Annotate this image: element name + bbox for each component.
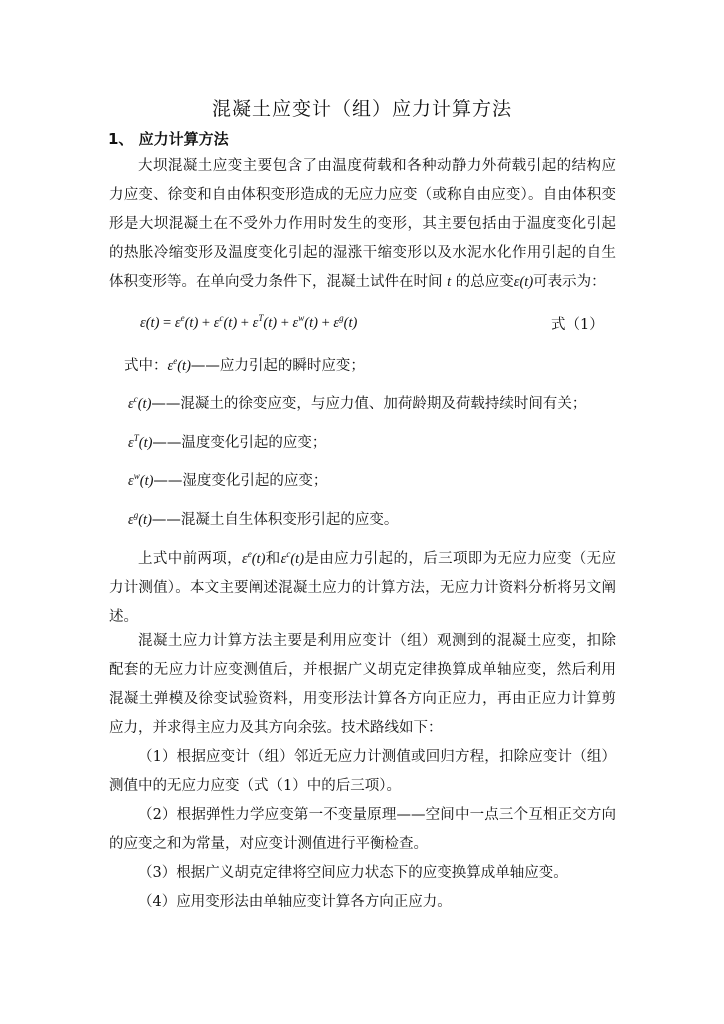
paragraph-1 bbox=[109, 152, 616, 297]
document-title: 混凝土应变计（组）应力计算方法 bbox=[211, 98, 512, 120]
def-e-text: ——应力引起的瞬时应变； bbox=[190, 358, 365, 374]
paragraph-2-and: 和 bbox=[265, 551, 281, 567]
definition-w: $\varepsilon^w(t)——$湿度变化引起的应变； bbox=[128, 471, 328, 489]
paragraph-1-tail: 的总应变 bbox=[455, 274, 514, 290]
equation-1: $\varepsilon(t) = \varepsilon^e(t) + \varepsilon^c(t) + \varepsilon^T(t) + \varepsilon^w(t) + \varepsilon^g(t)$ bbox=[140, 313, 358, 331]
paragraph-3: 混凝土应力计算方法主要是利用应变计（组）观测到的混凝土应变，扣除配套的无应力计应变测值后，并根据广义胡克定律换算成单轴应变，然后利用混凝土弹模及徐变试验资料，用变形法计算各方向正应力，再由正应力计算剪应力，并求得主应力及其方向余弦。技术路线如下： bbox=[109, 633, 616, 736]
var-t: t bbox=[447, 274, 452, 290]
section-heading: 1、 应力计算方法 bbox=[108, 130, 229, 148]
definition-e: 式中：$\varepsilon^e(t)——$应力引起的瞬时应变； bbox=[124, 356, 365, 374]
def-g-text: ——混凝土自生体积变形引起的应变。 bbox=[151, 512, 399, 528]
paragraph-2-b: 是由应力引起的，后三项即为无应力应变（无应力计测值）。本文主要阐述混凝土应力的计算方法，无应力计资料分析将另文阐述。 bbox=[109, 551, 617, 625]
paragraph-2: 上式中前两项，$\varepsilon^e(t)$和$\varepsilon^c(t)$是由应力引起的，后三项即为无应力应变（无应力计测值）。本文主要阐述混凝土应力的计算方法，无应力计资料分析将另文阐述。 bbox=[109, 549, 617, 625]
step-3: （3）根据广义胡克定律将空间应力状态下的应变换算成单轴应变。 bbox=[138, 865, 568, 881]
paragraph-2-a: 上式中前两项， bbox=[138, 551, 242, 567]
paragraph-1-end: 可表示为： bbox=[533, 274, 606, 290]
definition-T: $\varepsilon^T(t)——$温度变化引起的应变； bbox=[128, 433, 327, 451]
step-4: （4）应用变形法由单轴应变计算各方向正应力。 bbox=[138, 894, 452, 910]
def-w-text: ——湿度变化引起的应变； bbox=[153, 473, 328, 489]
step-1: （1）根据应变计（组）邻近无应力计测值或回归方程，扣除应变计（组）测值中的无应力应变（式（1）中的后三项）。 bbox=[109, 749, 616, 794]
definition-g: $\varepsilon^g(t)——$混凝土自生体积变形引起的应变。 bbox=[128, 510, 399, 528]
def-T-text: ——温度变化引起的应变； bbox=[152, 435, 327, 451]
def-c-text: ——混凝土的徐变应变，与应力值、加荷龄期及荷载持续时间有关； bbox=[151, 396, 587, 412]
definition-c: $\varepsilon^c(t)——$混凝土的徐变应变，与应力值、加荷龄期及荷载持续时间有关； bbox=[128, 394, 587, 412]
paragraph-1-text: 大坝混凝土应变主要包含了由温度荷载和各种动静力外荷载引起的结构应力应变、徐变和自由体积变形造成的无应力应变（或称自由应变）。自由体积变形是大坝混凝土在不受外力作用时发生的变形，其主要包括由于温度变化引起的热胀冷缩变形及温度变化引起的湿涨干缩变形以及水泥水化作用引起的自生体积变形等。在单向受力条件下，混凝土试件在时间 bbox=[109, 158, 616, 290]
equation-number: 式（1） bbox=[551, 317, 604, 333]
var-eps-t: ε(t) bbox=[513, 274, 534, 290]
def-prefix: 式中： bbox=[124, 358, 168, 374]
step-2: （2）根据弹性力学应变第一不变量原理——空间中一点三个互相正交方向的应变之和为常量，对应变计测值进行平衡检查。 bbox=[109, 807, 616, 852]
